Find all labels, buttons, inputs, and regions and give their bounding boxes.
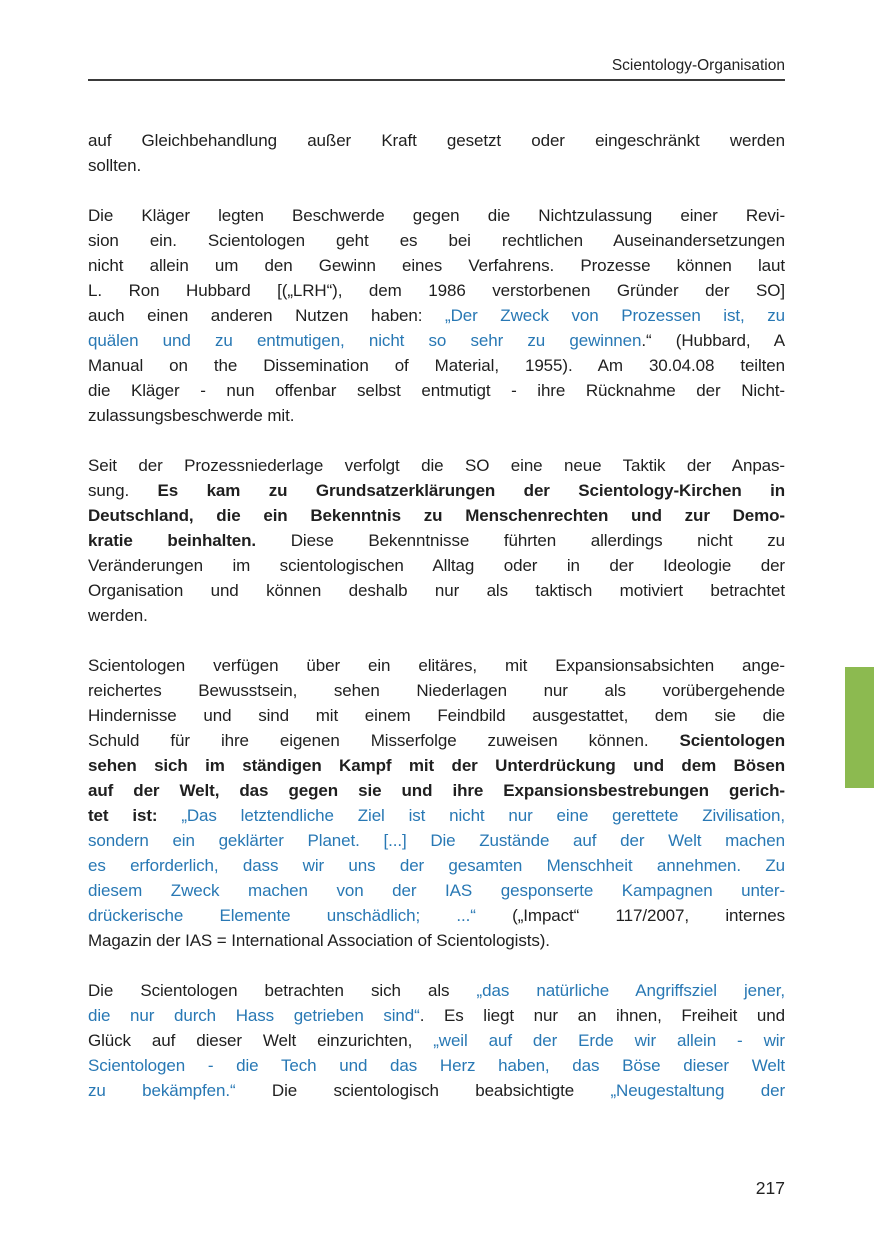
header-rule bbox=[88, 79, 785, 81]
quoted-text: drückerische Elemente unschädlich; ...“ bbox=[88, 906, 476, 925]
body-text-column bbox=[88, 128, 785, 1103]
text-line bbox=[88, 228, 785, 253]
text-line bbox=[88, 1028, 785, 1053]
paragraph bbox=[88, 453, 785, 628]
text-segment: Es kam zu Grundsatzerklärungen der Scientology-Kirchen in bbox=[157, 481, 785, 500]
text-segment: Deutschland, die ein Bekenntnis zu Menschenrechten und zur Demo- bbox=[88, 506, 785, 525]
text-line bbox=[88, 653, 785, 678]
text-line bbox=[88, 403, 785, 428]
text-line bbox=[88, 578, 785, 603]
paragraph bbox=[88, 203, 785, 428]
text-line bbox=[88, 1003, 785, 1028]
text-line bbox=[88, 353, 785, 378]
running-header-title: Scientology-Organisation bbox=[611, 57, 785, 74]
paragraph bbox=[88, 128, 785, 178]
quoted-text: es erforderlich, dass wir uns der gesamten Menschheit annehmen. Zu bbox=[88, 856, 785, 875]
quoted-text: zu bekämpfen.“ bbox=[88, 1081, 236, 1100]
text-segment: Diese Bekenntnisse führten allerdings nicht zu bbox=[256, 531, 785, 550]
text-segment: Die Kläger legten Beschwerde gegen die Nichtzulassung einer Revi- bbox=[88, 206, 785, 225]
quoted-text: Scientologen - die Tech und das Herz haben, das Böse dieser Welt bbox=[88, 1056, 785, 1075]
text-line bbox=[88, 878, 785, 903]
text-line bbox=[88, 328, 785, 353]
text-line bbox=[88, 728, 785, 753]
quoted-text: „weil auf der Erde wir allein - wir bbox=[433, 1031, 785, 1050]
text-line bbox=[88, 478, 785, 503]
text-segment: Veränderungen im scientologischen Alltag oder in der Ideologie der bbox=[88, 556, 785, 575]
text-segment: Organisation und können deshalb nur als taktisch motiviert betrachtet bbox=[88, 581, 785, 600]
text-line bbox=[88, 1078, 785, 1103]
text-segment: . Es liegt nur an ihnen, Freiheit und bbox=[419, 1006, 785, 1025]
text-line bbox=[88, 553, 785, 578]
text-line bbox=[88, 503, 785, 528]
quoted-text: „Das letztendliche Ziel ist nicht nur eine gerettete Zivilisation, bbox=[181, 806, 786, 825]
text-line bbox=[88, 828, 785, 853]
text-line bbox=[88, 453, 785, 478]
text-segment: .“ (Hubbard, A bbox=[641, 331, 785, 350]
text-segment: Glück auf dieser Welt einzurichten, bbox=[88, 1031, 434, 1050]
text-segment: Die scientologisch beabsichtigte bbox=[235, 1081, 611, 1100]
text-segment: Scientologen bbox=[679, 731, 785, 750]
text-segment: („Impact“ 117/2007, internes bbox=[475, 906, 785, 925]
text-segment: sehen sich im ständigen Kampf mit der Unterdrückung und dem Bösen bbox=[88, 756, 785, 775]
quoted-text: „Der Zweck von Prozessen ist, zu bbox=[445, 306, 785, 325]
text-segment: Hindernisse und sind mit einem Feindbild ausgestattet, dem sie die bbox=[88, 706, 785, 725]
text-line bbox=[88, 703, 785, 728]
text-line bbox=[88, 128, 785, 153]
text-line bbox=[88, 778, 785, 803]
text-segment: Scientologen verfügen über ein elitäres, mit Expansionsabsichten ange- bbox=[88, 656, 785, 675]
text-line bbox=[88, 253, 785, 278]
text-line bbox=[88, 1053, 785, 1078]
text-segment: auch einen anderen Nutzen haben: bbox=[88, 306, 446, 325]
text-line bbox=[88, 853, 785, 878]
section-thumb-marker bbox=[845, 667, 874, 788]
text-segment: auf Gleichbehandlung außer Kraft gesetzt oder eingeschränkt werden bbox=[88, 131, 785, 150]
text-line bbox=[88, 528, 785, 553]
text-line bbox=[88, 303, 785, 328]
text-line bbox=[88, 803, 785, 828]
text-segment: tet ist: bbox=[88, 806, 182, 825]
quoted-text: quälen und zu entmutigen, nicht so sehr zu gewinnen bbox=[88, 331, 642, 350]
text-segment: kratie beinhalten. bbox=[88, 531, 257, 550]
text-segment: L. Ron Hubbard [(„LRH“), dem 1986 verstorbenen Gründer der SO] bbox=[88, 281, 785, 300]
text-segment: sung. bbox=[88, 481, 158, 500]
text-line bbox=[88, 203, 785, 228]
text-segment: die Kläger - nun offenbar selbst entmutigt - ihre Rücknahme der Nicht- bbox=[88, 381, 785, 400]
text-segment: Seit der Prozessniederlage verfolgt die SO eine neue Taktik der Anpas- bbox=[88, 456, 785, 475]
text-line bbox=[88, 678, 785, 703]
text-line bbox=[88, 903, 785, 928]
paragraph bbox=[88, 653, 785, 953]
quoted-text: die nur durch Hass getrieben sind“ bbox=[88, 1006, 420, 1025]
text-line bbox=[88, 278, 785, 303]
text-line bbox=[88, 378, 785, 403]
text-segment: sion ein. Scientologen geht es bei rechtlichen Auseinandersetzungen bbox=[88, 231, 785, 250]
text-segment: werden. bbox=[88, 606, 148, 625]
quoted-text: „das natürliche Angriffsziel jener, bbox=[476, 981, 785, 1000]
text-segment: Manual on the Dissemination of Material, 1955). Am 30.04.08 teilten bbox=[88, 356, 785, 375]
text-segment: zulassungsbeschwerde mit. bbox=[88, 406, 295, 425]
text-line bbox=[88, 153, 785, 178]
paragraph bbox=[88, 978, 785, 1103]
text-line bbox=[88, 978, 785, 1003]
quoted-text: sondern ein geklärter Planet. [...] Die Zustände auf der Welt machen bbox=[88, 831, 785, 850]
text-segment: Schuld für ihre eigenen Misserfolge zuweisen können. bbox=[88, 731, 680, 750]
text-segment: reichertes Bewusstsein, sehen Niederlagen nur als vorübergehende bbox=[88, 681, 785, 700]
text-segment: nicht allein um den Gewinn eines Verfahrens. Prozesse können laut bbox=[88, 256, 785, 275]
quoted-text: diesem Zweck machen von der IAS gesponserte Kampagnen unter- bbox=[88, 881, 785, 900]
text-line bbox=[88, 928, 785, 953]
text-line bbox=[88, 603, 785, 628]
text-segment: sollten. bbox=[88, 156, 142, 175]
text-line bbox=[88, 753, 785, 778]
running-header bbox=[88, 57, 785, 75]
text-segment: Die Scientologen betrachten sich als bbox=[88, 981, 477, 1000]
page-number: 217 bbox=[755, 1178, 785, 1198]
text-segment: auf der Welt, das gegen sie und ihre Expansionsbestrebungen gerich- bbox=[88, 781, 785, 800]
quoted-text: „Neugestaltung der bbox=[610, 1081, 786, 1100]
text-segment: Magazin der IAS = International Association of Scientologists). bbox=[88, 931, 550, 950]
